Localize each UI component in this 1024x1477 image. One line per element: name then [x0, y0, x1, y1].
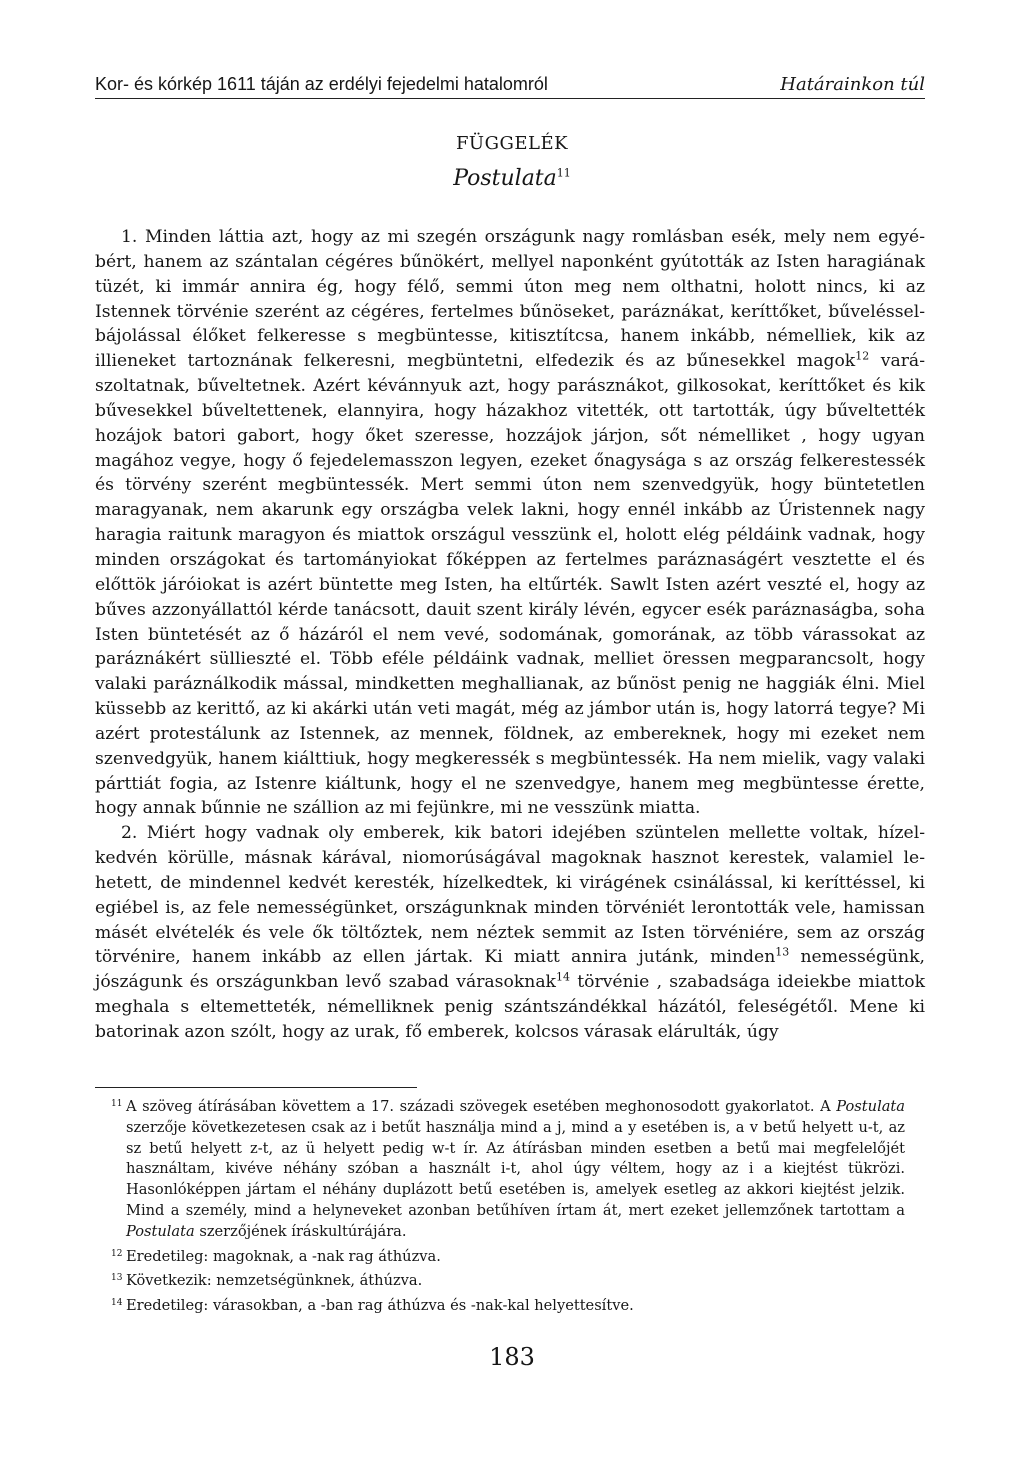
footnote-ref: 11: [556, 166, 571, 180]
footnote-number: 11: [111, 1099, 123, 1109]
footnote-number: 13: [111, 1273, 123, 1284]
footnote-text: Következik: nemzetségünknek, áthúzva.: [126, 1272, 423, 1290]
footnote-italic-title: Postulata: [126, 1222, 195, 1240]
footnote-ref: 13: [775, 945, 790, 959]
paragraph-text: 1. Minden láttia azt, hogy az mi szegén országunk nagy romlásban esék, mely nem egyébért, hanem az szántalan cégéres bűnökért, mellyel naponként gyútották az Isten haragiának tüzét, ki immár annira ég, hogy félő, semmi úton meg nem olthatni, holott nincs, ki az Istennek törvénie szerént az cégéres, fertelmes bűnöseket, paráznákat, keríttőket, bűveléssel-bájolással élőket felkeresse s megbüntesse, kitisztítcsa, hanem inkább, némelliek, kik az illieneket tartoznának felkeresni, megbüntetni, elfedezik és az bűnesekkel magok: [95, 227, 925, 372]
footnote-text: szerzőjének íráskultúrájára.: [194, 1222, 407, 1240]
paragraph-2: [95, 821, 925, 1045]
section-subtitle: [0, 166, 1024, 191]
footnote-number: 14: [111, 1298, 123, 1309]
paragraph-1: [95, 225, 925, 821]
footnote-text: Eredetileg: várasokban, a -ban rag áthúzva és -nak-kal helyettesítve.: [126, 1297, 634, 1315]
running-header-section: Határainkon túl: [780, 74, 925, 95]
footnote-text: Eredetileg: magoknak, a -nak rag áthúzva.: [126, 1247, 441, 1265]
section-title: FÜGGELÉK: [455, 133, 569, 154]
footnote-13: [95, 1271, 905, 1292]
footnote-11: [95, 1097, 905, 1243]
footnote-italic-title: Postulata: [836, 1098, 905, 1115]
footnote-text: A szöveg átírásában követtem a 17. századi szövegek esetében meghonosodott gyakorlatot. A: [126, 1098, 837, 1115]
footnote-number: 12: [111, 1248, 123, 1259]
paragraph-text: törvénie , szabadsága ideiekbe miattok meghala s eltemetteték, némelliknek penig szántszándékkal házától, feleségétől. Mene ki batorinak azon szólt, hogy az urak, fő emberek, kolcsos várasak elárulták, úgy: [95, 972, 926, 1042]
running-header-title: Kor- és kórkép 1611 táján az erdélyi fejedelmi hatalomról: [95, 74, 548, 94]
footnote-14: [95, 1296, 905, 1317]
page-number: 183: [489, 1343, 535, 1371]
main-text: [95, 225, 925, 1045]
footnote-ref: 12: [855, 349, 870, 363]
paragraph-text: nemességünk, jószágunk és országunkban levő szabad várasoknak: [95, 947, 925, 993]
running-header: [95, 74, 925, 99]
footnote-text: szerzője következetesen csak az i betűt használja mind a j, mind a y esetében is, a v betű helyett u-t, az sz betű helyett z-t, az ü helyett pedig w-t ír. Az átírásban minden esetben a betű mai megfelelőjét használtam, kivéve néhány szóban a használt i-t, ahol úgy véltem, hogy az i a kiejtést tükrözi. Hasonlóképpen jártam el néhány duplázott betű esetében is, amelyek esetleg az akkori kiejtést jelzik. Mind a személy, mind a helyneveket azonban betűhíven írtam át, mert ezeket jellemzőnek tartottam a: [126, 1118, 905, 1219]
paragraph-text: 2. Miért hogy vadnak oly emberek, kik batori idejében szüntelen mellette voltak, hízelkedvén körülle, másnak kárával, niomorúságával magoknak hasznot kerestek, valamiel lehetett, de mindennel kedvét keresték, hízelkedtek, ki virágének csinálással, ki keríttéssel, ki egiébel is, az fele nemességünket, országunknak minden törvéniét lerontották vele, hamissan másét elvételék és vele ők töltőztek, nem néztek semmit az Isten törvéniére, sem az ország törvénire, hanem inkább az ellen jártak. Ki miatt annira jutánk, minden: [95, 823, 925, 968]
paragraph-text: varászoltatnak, bűveltetnek. Azért kévánnyuk azt, hogy parásznákot, gilkosokat, keríttőket és kik bűvesekkel bűveltettenek, elannyira, hogy házakhoz vitették, ott tartották, úgy bűveltették hozájok batori gabort, hogy őket szeresse, hozzájok járjon, sőt némelliket , hogy ugyan magához vegye, hogy ő fejedelemasszon legyen, ezeket őnagysága s az ország felkerestessék és törvény szerént megbüntessék. Mert semmi úton nem szenvedgyük, hogy büntetetlen maragyanak, nem akarunk egy országba velek lakni, hogy ennél inkább az Úristennek nagy haragia raitunk maragyon és miattok országul vesszünk el, holott elég példáink vadnak, hogy minden országokat és tartományiokat főképpen az fertelmes paráznaságért vesztette el és előttök járóiokat is azért büntette meg Isten, ha eltűrték. Sawlt Isten azért veszté el, hogy az bűves azzonyállattól kérde tanácsott, dauit szent király lévén, egycer esék paráznaságba, soha Isten büntetését az ő házáról el nem vevé, sodomának, gomorának, az több várassokat az paráznákért süllieszté el. Több eféle példáink vadnak, melliet öressen megparancsolt, hogy valaki paráználkodik mással, mindketten meghallianak, az bűnöst penig ne haggiák élni. Miel küssebb az kerittő, az ki akárki után veti magát, még az jámbor után is, hogy latorrá tegye? Mi azért protestálunk az Istennek, az mennek, földnek, az embereknek, hogy mi ezeket nem szenvedgyük, hanem kiálttiuk, hogy megkeressék s megbüntessék. Ha nem mielik, vagy valaki párttiát fogia, az Istenre kiáltunk, hogy el ne szenvedgye, hanem meg megbüntesse érette, hogy annak bűnnie ne szállion az mi fejünkre, mi ne vesszünk miatta.: [95, 351, 925, 819]
footnotes: [95, 1097, 905, 1321]
footnote-divider: [95, 1087, 417, 1088]
footnote-ref: 14: [555, 970, 570, 984]
footnote-12: [95, 1247, 905, 1268]
section-subtitle-text: Postulata: [453, 166, 557, 191]
